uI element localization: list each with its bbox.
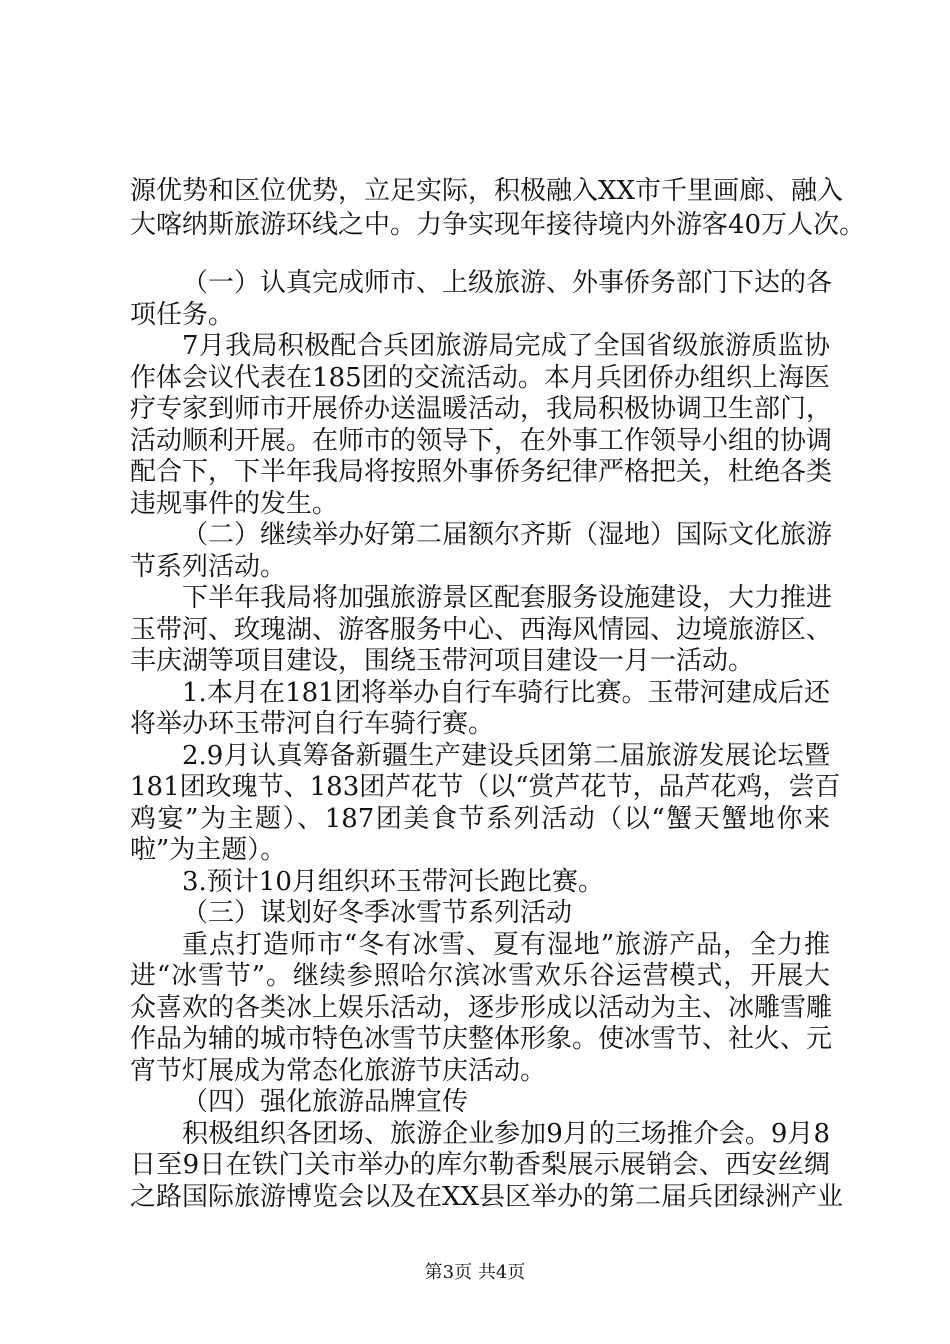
- paragraph-line: 作体会议代表在185团的交流活动。本月兵团侨办组织上海医: [130, 363, 830, 393]
- paragraph-line: 疗专家到师市开展侨办送温暖活动，我局积极协调卫生部门，: [130, 394, 833, 424]
- page-number-footer: 第3页 共4页: [424, 1262, 526, 1283]
- paragraph-line: 进“冰雪节”。继续参照哈尔滨冰雪欢乐谷运营模式，开展大: [130, 961, 830, 991]
- paragraph-line: 大喀纳斯旅游环线之中。力争实现年接待境内外游客40万人次。: [130, 210, 866, 240]
- paragraph-line: 丰庆湖等项目建设，围绕玉带河项目建设一月一活动。: [130, 646, 755, 676]
- section-heading-line: 项任务。: [130, 300, 235, 330]
- section-heading-line: （一）认真完成师市、上级旅游、外事侨务部门下达的各: [182, 268, 833, 298]
- paragraph-line: 违规事件的发生。: [130, 489, 339, 519]
- paragraph-line: 源优势和区位优势，立足实际，积极融入XX市千里画廊、融入: [130, 176, 844, 206]
- paragraph-line: 宵节灯展成为常态化旅游节庆活动。: [130, 1056, 547, 1086]
- paragraph-line: 下半年我局将加强旅游景区配套服务设施建设，大力推进: [182, 583, 833, 613]
- section-heading-line: 节系列活动。: [130, 552, 287, 582]
- section-heading-line: （二）继续举办好第二届额尔齐斯（湿地）国际文化旅游: [182, 520, 833, 550]
- section-heading-line: （四）强化旅游品牌宣传: [182, 1087, 469, 1117]
- paragraph-line: 积极组织各团场、旅游企业参加9月的三场推介会。9月8: [182, 1119, 830, 1149]
- paragraph-line: 玉带河、玫瑰湖、游客服务中心、西海风情园、边境旅游区、: [130, 615, 833, 645]
- section-heading-line: （三）谋划好冬季冰雪节系列活动: [182, 898, 573, 928]
- list-item-line: 鸡宴”为主题）、187团美食节系列活动（以“蟹天蟹地你来: [130, 804, 830, 834]
- paragraph-line: 作品为辅的城市特色冰雪节庆整体形象。使冰雪节、社火、元: [130, 1024, 833, 1054]
- paragraph-line: 之路国际旅游博览会以及在XX县区举办的第二届兵团绿洲产业: [130, 1182, 844, 1212]
- list-item-line: 181团玫瑰节、183团芦花节（以“赏芦花节，品芦花鸡，尝百: [130, 772, 841, 802]
- list-item-line: 啦”为主题）。: [130, 835, 287, 865]
- paragraph-line: 众喜欢的各类冰上娱乐活动，逐步形成以活动为主、冰雕雪雕: [130, 993, 833, 1023]
- list-item-line: 2.9月认真筹备新疆生产建设兵团第二届旅游发展论坛暨: [182, 741, 830, 771]
- paragraph-line: 日至9日在铁门关市举办的库尔勒香梨展示展销会、西安丝绸: [130, 1150, 830, 1180]
- paragraph-line: 重点打造师市“冬有冰雪、夏有湿地”旅游产品，全力推: [182, 930, 830, 960]
- list-item-line: 1.本月在181团将举办自行车骑行比赛。玉带河建成后还: [182, 678, 830, 708]
- paragraph-line: 活动顺利开展。在师市的领导下，在外事工作领导小组的协调: [130, 426, 833, 456]
- list-item-line: 3.预计10月组织环玉带河长跑比赛。: [182, 867, 604, 897]
- list-item-line: 将举办环玉带河自行车骑行赛。: [130, 709, 495, 739]
- paragraph-line: 配合下，下半年我局将按照外事侨务纪律严格把关，杜绝各类: [130, 457, 833, 487]
- paragraph-line: 7月我局积极配合兵团旅游局完成了全国省级旅游质监协: [182, 331, 830, 361]
